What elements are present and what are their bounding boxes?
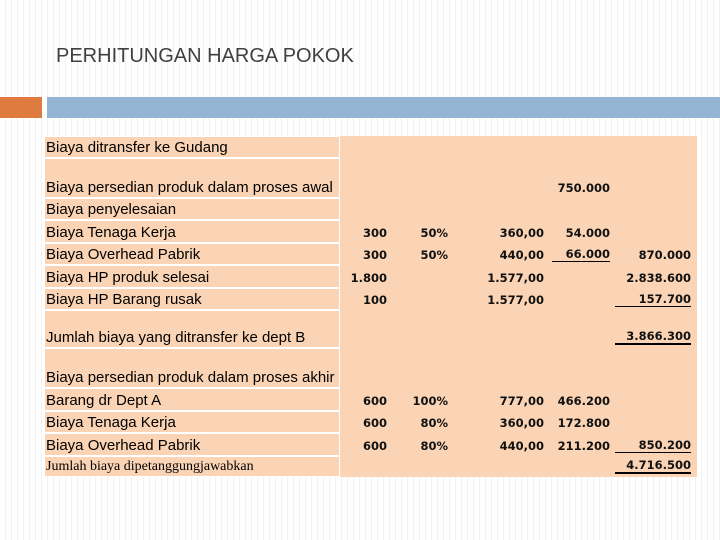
units: 1.800	[350, 271, 387, 285]
table-row	[45, 411, 697, 433]
row-label: Biaya ditransfer ke Gudang	[45, 136, 340, 158]
table-row	[45, 158, 697, 198]
total: 2.838.600	[626, 271, 691, 285]
row-label: Biaya Overhead Pabrik	[45, 433, 340, 456]
amount: 466.200	[557, 394, 610, 408]
unit-cost: 360,00	[499, 226, 544, 240]
table-row	[45, 220, 697, 243]
row-label: Biaya HP produk selesai	[45, 265, 340, 288]
accent-bar-blue	[47, 97, 720, 118]
row-label: Barang dr Dept A	[45, 388, 340, 411]
cost-table	[45, 136, 697, 477]
percent: 100%	[412, 394, 448, 408]
row-label: Biaya persedian produk dalam proses awal	[45, 158, 340, 198]
table-row	[45, 136, 697, 158]
percent: 50%	[420, 226, 448, 240]
units: 300	[362, 226, 387, 240]
table-row	[45, 288, 697, 310]
grand-total: 4.716.500	[615, 458, 691, 474]
row-label: Jumlah biaya dipetanggungjawabkan	[45, 456, 340, 477]
unit-cost: 1.577,00	[487, 271, 544, 285]
row-label: Biaya persedian produk dalam proses akhir	[45, 348, 340, 388]
percent: 50%	[420, 248, 448, 262]
row-label: Biaya Tenaga Kerja	[45, 411, 340, 433]
units: 600	[362, 416, 387, 430]
units: 600	[362, 439, 387, 453]
total: 850.200	[615, 438, 691, 453]
row-label: Biaya Overhead Pabrik	[45, 243, 340, 265]
percent: 80%	[420, 416, 448, 430]
amount: 66.000	[552, 247, 610, 262]
accent-bar-orange	[0, 97, 42, 118]
percent: 80%	[420, 439, 448, 453]
table-row	[45, 433, 697, 456]
amount: 750.000	[557, 181, 610, 195]
units: 600	[362, 394, 387, 408]
units: 100	[362, 293, 387, 307]
unit-cost: 440,00	[499, 439, 544, 453]
total: 870.000	[638, 248, 691, 262]
amount: 172.800	[557, 416, 610, 430]
units: 300	[362, 248, 387, 262]
amount: 211.200	[557, 439, 610, 453]
table-row	[45, 388, 697, 411]
table-row	[45, 348, 697, 388]
table-row	[45, 243, 697, 265]
slide-title: PERHITUNGAN HARGA POKOK	[56, 45, 354, 67]
total: 3.866.300	[615, 329, 691, 345]
row-label: Jumlah biaya yang ditransfer ke dept B	[45, 310, 340, 348]
table-row	[45, 310, 697, 348]
table-row	[45, 456, 697, 477]
row-label: Biaya HP Barang rusak	[45, 288, 340, 310]
table-row	[45, 265, 697, 288]
unit-cost: 440,00	[499, 248, 544, 262]
amount: 54.000	[565, 226, 610, 240]
unit-cost: 777,00	[499, 394, 544, 408]
table-row	[45, 198, 697, 220]
unit-cost: 1.577,00	[487, 293, 544, 307]
unit-cost: 360,00	[499, 416, 544, 430]
row-label: Biaya Tenaga Kerja	[45, 220, 340, 243]
row-label: Biaya penyelesaian	[45, 198, 340, 220]
total: 157.700	[615, 292, 691, 307]
